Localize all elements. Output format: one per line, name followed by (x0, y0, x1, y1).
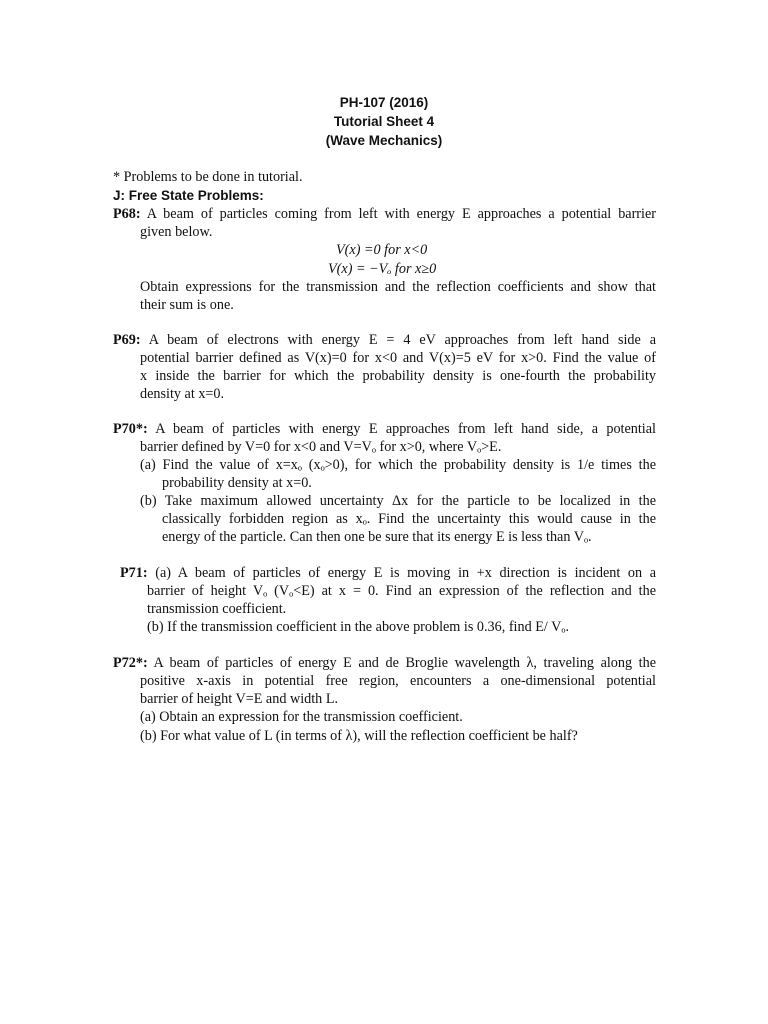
topic-title: (Wave Mechanics) (325, 133, 443, 148)
p72-part-a: (a) Obtain an expression for the transmission coefficient. (140, 709, 463, 725)
p70-part-a-line-2: probability density at x=0. (162, 475, 312, 491)
p69-line-4: density at x=0. (140, 386, 225, 402)
tutorial-note: * Problems to be done in tutorial. (113, 169, 303, 185)
p68-equation-1: V(x) =0 for x<0 (336, 242, 428, 258)
section-title: J: Free State Problems: (113, 188, 264, 203)
p69-line-1: P69: A beam of electrons with energy E = 4 eV approaches from left hand side a (113, 332, 656, 348)
p71-line-2: barrier of height Vₒ (Vₒ<E) at x = 0. Find an expression of the reflection and the (147, 583, 656, 599)
p72-part-b: (b) For what value of L (in terms of λ), will the reflection coefficient be half? (140, 728, 578, 744)
p68-equation-2: V(x) = −Vₒ for x≥0 (328, 261, 437, 277)
p70-part-a-line-1: (a) Find the value of x=xₒ (xₒ>0), for which the probability density is 1/e times the (140, 457, 656, 473)
p71-part-b: (b) If the transmission coefficient in the above problem is 0.36, find E/ Vₒ. (147, 619, 570, 635)
p71-line-1: P71: (a) A beam of particles of energy E is moving in +x direction is incident on a (120, 565, 657, 581)
p70-part-b-line-3: energy of the particle. Can then one be sure that its energy E is less than Vₒ. (162, 529, 592, 545)
p72-label: P72*: (113, 655, 148, 671)
p70-label: P70*: (113, 421, 148, 437)
p70-part-b-line-1: (b) Take maximum allowed uncertainty Δx for the particle to be localized in the (140, 493, 656, 509)
p72-line-3: barrier of height V=E and width L. (140, 691, 339, 707)
p72-line-1: P72*: A beam of particles of energy E and de Broglie wavelength λ, traveling along the (113, 655, 656, 671)
p68-line-4: their sum is one. (140, 297, 234, 313)
p70-part-b-line-2: classically forbidden region as xₒ. Find the uncertainty this would cause in the (162, 511, 656, 527)
p68-line-3: Obtain expressions for the transmission and the reflection coefficients and show that (140, 279, 656, 295)
p72-line-2: positive x-axis in potential free region, encounters a one-dimensional potential (140, 673, 656, 689)
p68-label: P68: (113, 206, 141, 222)
p71-label: P71: (120, 565, 148, 581)
p68-line-1: P68: A beam of particles coming from left with energy E approaches a potential barrier (113, 206, 656, 222)
p70-line-2: barrier defined by V=0 for x<0 and V=Vₒ for x>0, where Vₒ>E. (140, 439, 502, 455)
course-title: PH-107 (2016) (339, 95, 429, 110)
p68-line-2: given below. (140, 224, 213, 240)
sheet-title: Tutorial Sheet 4 (333, 114, 435, 129)
p70-line-1: P70*: A beam of particles with energy E approaches from left hand side, a potential (113, 421, 656, 437)
p69-label: P69: (113, 332, 141, 348)
p69-line-2: potential barrier defined as V(x)=0 for x<0 and V(x)=5 eV for x>0. Find the value of (140, 350, 656, 366)
p71-line-3: transmission coefficient. (147, 601, 287, 617)
p69-line-3: x inside the barrier for which the probability density is one-fourth the probability (140, 368, 656, 384)
